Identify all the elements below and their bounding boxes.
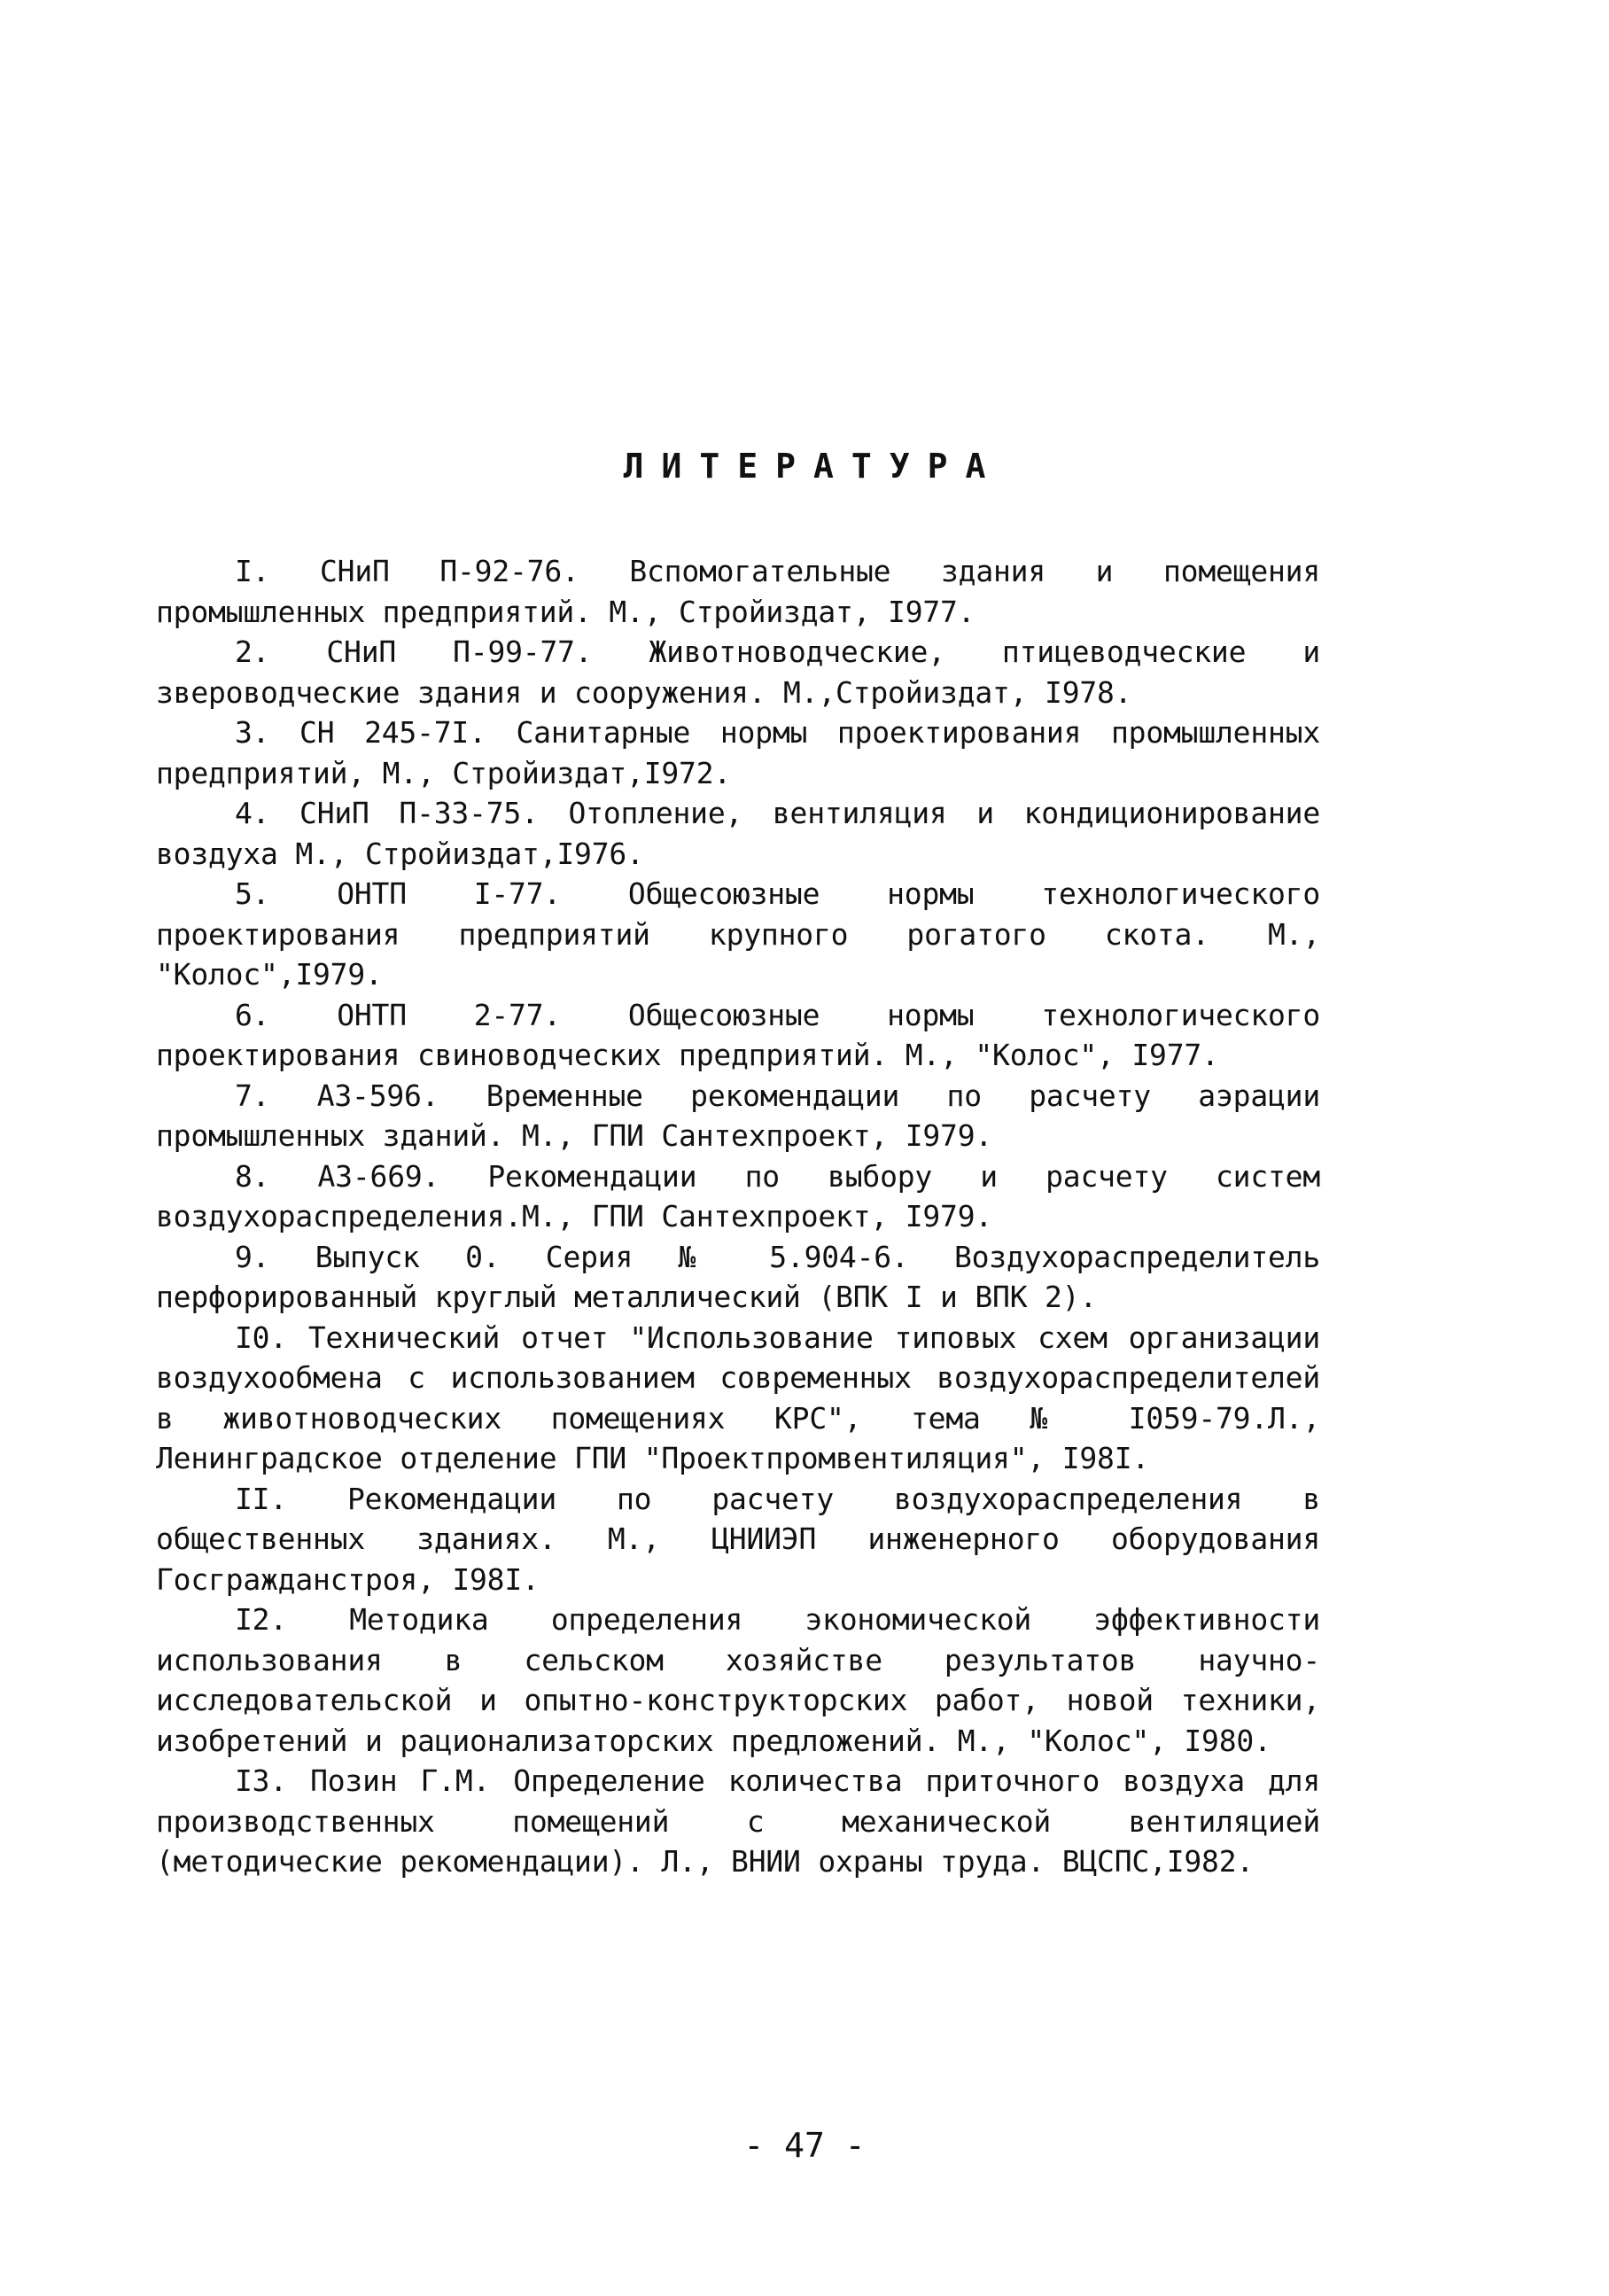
reference-item: 5. ОНТП I-77. Общесоюзные нормы технологического проектирования предприятий крупного рогатого скота. М., "Колос",I979. (156, 876, 1320, 992)
reference-item: I2. Методика определения экономической эффективности использования в сельском хозяйстве результатов научно-исследовательской и опытно-конструкторских работ, новой техники, изобретений и рационализаторских предложений. М., "Колос", I980. (156, 1602, 1320, 1758)
reference-item: 2. СНиП П-99-77. Животноводческие, птицеводческие и звероводческие здания и сооружения. М.,Стройиздат, I978. (156, 634, 1320, 710)
reference-item: 4. СНиП П-33-75. Отопление, вентиляция и кондиционирование воздуха М., Стройиздат,I976. (156, 796, 1320, 871)
reference-item: I0. Технический отчет "Использование типовых схем организации воздухообмена с использованием современных воздухораспределителей в животноводческих помещениях КРС", тема № I059-79.Л., Ленинградское отделение ГПИ "Проектпромвентиляция", I98I. (156, 1319, 1320, 1475)
reference-item: 3. СН 245-7I. Санитарные нормы проектирования промышленных предприятий, М., Стройиздат,I972. (156, 715, 1320, 790)
reference-item: 6. ОНТП 2-77. Общесоюзные нормы технологического проектирования свиноводческих предприятий. М., "Колос", I977. (156, 997, 1320, 1072)
page-number: - 47 - (743, 2126, 866, 2165)
reference-item: I. СНиП П-92-76. Вспомогательные здания и помещения промышленных предприятий. М., Стройиздат, I977. (156, 554, 1320, 629)
reference-list (156, 551, 1320, 1882)
page-title: ЛИТЕРАТУРА (623, 447, 1004, 486)
reference-item: 7. А3-596. Временные рекомендации по расчету аэрации промышленных зданий. М., ГПИ Сантехпроект, I979. (156, 1078, 1320, 1153)
reference-item: I3. Позин Г.М. Определение количества приточного воздуха для производственных помещений с механической вентиляцией (методические рекомендации). Л., ВНИИ охраны труда. ВЦСПС,I982. (156, 1763, 1320, 1879)
reference-item: 8. А3-669. Рекомендации по выбору и расчету систем воздухораспределения.М., ГПИ Сантехпроект, I979. (156, 1158, 1320, 1234)
reference-item: II. Рекомендации по расчету воздухораспределения в общественных зданиях. М., ЦНИИЭП инженерного оборудования Госгражданстроя, I98I. (156, 1481, 1320, 1597)
reference-item: 9. Выпуск 0. Серия № 5.904-6. Воздухораспределитель перфорированный круглый металлический (ВПК I и ВПК 2). (156, 1239, 1320, 1314)
